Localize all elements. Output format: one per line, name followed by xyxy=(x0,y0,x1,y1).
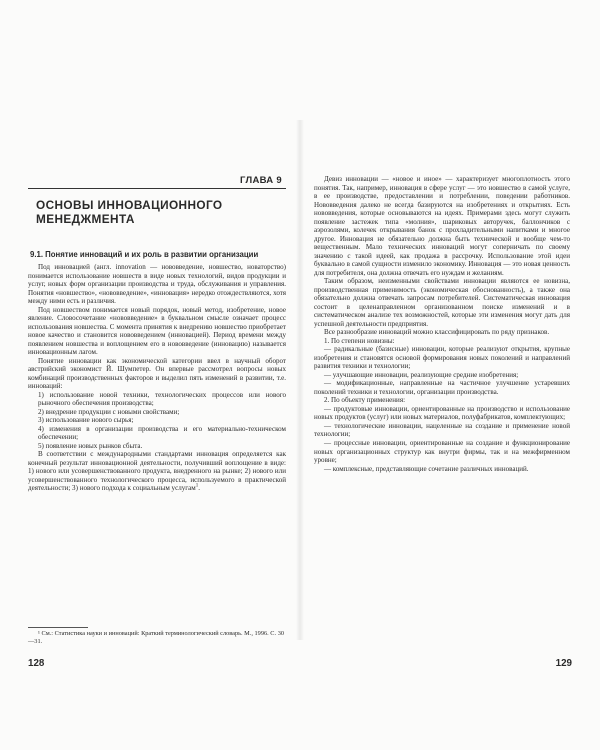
footnote-marker: 1 xyxy=(195,484,199,490)
paragraph-text: В соответствии с международными стандартами инновация определяется как конечный результат инновационной деятельности, получивший воплощение в виде: 1) нового или усовершенствованного продукта, внедренного на рынке; 2) нового или усовершенствованного технологического процесса, используемого в практической деятельности; 3) нового подхода к социальным услугам xyxy=(28,450,286,493)
paragraph: Девиз инновации — «новое и иное» — характеризует многоплотность этого понятия. Так, например, инновация в сфере услуг — это новшество в самой услуге, в ее производстве, предоставлении и потреблении, поведении работников. Нововведения далеко не всегда базируются на изобретениях и открытиях. Есть нововведения, которые основываются на идеях. Примерами здесь могут служить появление застежек типа «молния», шариковых авторучек, баллончиков с аэрозолями, колечек открывания банок с прохладительными напитками и многое другое. Инновация не обязательно должна быть технической и вообще чем-то вещественным. Мало технических инноваций могут соперничать по своему значению с такой идеей, как продажа в рассрочку. Использование этой идеи буквально в самой сущности изменило экономику. Инновация — это новая ценность для потребителя, она должна отвечать его нуждам и желаниям. xyxy=(314,175,570,277)
left-page-body xyxy=(28,263,286,493)
list-item: — процессные инновации, ориентированные на создание и функционирование новых организационных структур как внутри фирмы, так и на межфирменном уровне; xyxy=(314,438,570,465)
classification-heading: 1. По степени новизны: xyxy=(324,336,395,345)
paragraph: Все разнообразие инноваций можно классифицировать по ряду признаков. xyxy=(324,328,550,337)
chapter-rule xyxy=(28,188,286,189)
page-number-left: 128 xyxy=(28,658,45,669)
paragraph: Под инновацией (англ. innovation — нововведение, новшество, новаторство) понимается использование новшеств в виде новых технологий, видов продукции и услуг, новых форм организации производства и труда, обслуживания и управления. Понятия «новшество», «нововведение», «инновация» нередко отождествляются, хотя между ними есть и различия. xyxy=(28,263,286,306)
list-item: 1) использование новой техники, технологических процессов или нового рыночного обеспечения производства; xyxy=(38,390,286,408)
list-item: — радикальные (базисные) инновации, которые реализуют открытия, крупные изобретения и становятся основой формирования новых поколений и направлений развития техники и технологии; xyxy=(314,345,570,371)
footnote-rule xyxy=(28,627,88,628)
chapter-title: ОСНОВЫ ИННОВАЦИОННОГО МЕНЕДЖМЕНТА xyxy=(36,198,223,226)
chapter-label: ГЛАВА 9 xyxy=(240,175,282,186)
paragraph: Понятие инновации как экономической категории ввел в научный оборот австрийский экономист Й. Шумпетер. Он впервые рассмотрел вопросы новых комбинаций производственных факторов и выделил пять изменений в развитии, т.е. инноваций: xyxy=(28,356,286,391)
list-item: 4) изменения в организации производства и его материально-техническом обеспечении; xyxy=(38,424,286,442)
paragraph: Под новшеством понимается новый порядок, новый метод, изобретение, новое явление. Словосочетание «нововведение» в буквальном смысле означает процесс использования новшества. С момента принятия к внедрению новшество приобретает новое качество и становится нововведением (инновацией). Период времени между появлением новшества и воплощением его в нововведение (инновацию) называется инновационным лагом. xyxy=(28,305,286,357)
page-number-right: 129 xyxy=(555,658,572,669)
classification-heading: 2. По объекту применения: xyxy=(324,396,406,405)
list-item: — технологические инновации, нацеленные на создание и применение новой технологии; xyxy=(314,421,570,439)
right-page-body xyxy=(314,175,570,473)
list-item: 5) появление новых рынков сбыта. xyxy=(38,441,143,450)
list-item: — улучшающие инновации, реализующие средние изобретения; xyxy=(324,370,519,379)
paragraph-with-footnote: В соответствии с международными стандартами инновация определяется как конечный результат инновационной деятельности, получивший воплощение в виде: 1) нового или усовершенствованного продукта, внедренного на рынке; 2) нового или усовершенствованного технологического процесса, используемого в практической деятельности; 3) нового подхода к социальным услугам$^1$. xyxy=(28,450,286,493)
list-item: 3) использование нового сырья; xyxy=(38,416,134,425)
list-item: — модификационные, направленные на частичное улучшение устаревших поколений техники и технологии, организации производства. xyxy=(314,379,570,396)
paragraph: Таким образом, неизменными свойствами инновации являются ее новизна, производственная применимость (экономическая обоснованность), а также она обязательно должна отвечать запросам потребителей. Систематическая инновация состоит в целенаправленном организованном поиске изменений и в систематическом анализе тех возможностей, которые эти изменения могут дать для успешной деятельности предприятия. xyxy=(314,277,570,328)
footnote: ¹ См.: Статистика науки и инноваций: Краткий терминологический словарь. М., 1996. С. 30—31. xyxy=(28,630,284,645)
section-heading: 9.1. Понятие инноваций и их роль в развитии организации xyxy=(30,250,259,259)
list-item: 2) внедрение продукции с новыми свойствами; xyxy=(38,407,180,416)
list-item: — комплексные, представляющие сочетание различных инноваций. xyxy=(324,464,529,473)
list-item: — продуктовые инновации, ориентированные на производство и использование новых продуктов (услуг) или новых материалов, полуфабрикатов, комплектующих; xyxy=(314,404,570,422)
right-page xyxy=(300,0,600,750)
